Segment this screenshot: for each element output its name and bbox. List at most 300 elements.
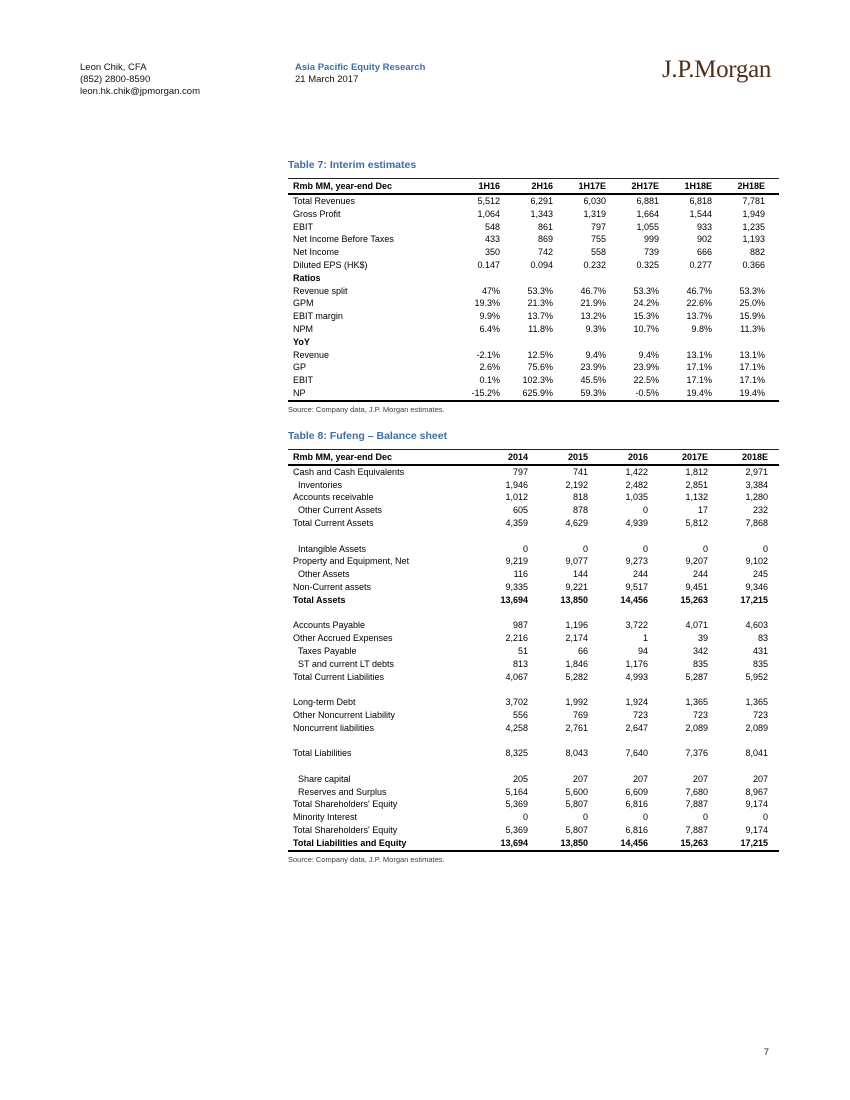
cell-value xyxy=(514,336,567,349)
cell-value: 9,207 xyxy=(685,556,708,567)
cell-value: 53.3% xyxy=(739,285,765,296)
cell-value xyxy=(620,336,673,349)
cell-value: 59.3% xyxy=(567,387,620,401)
row-label: Taxes Payable xyxy=(298,645,357,656)
cell-value: 2,971 xyxy=(745,466,768,477)
cell-value: 0.1% xyxy=(479,375,500,386)
table-row xyxy=(288,722,779,735)
row-label: Total Revenues xyxy=(293,196,356,206)
cell-value: 350 xyxy=(484,247,500,258)
cell-value: 25.0% xyxy=(739,298,765,309)
cell-value: 17 xyxy=(697,505,708,516)
cell-value: 1,280 xyxy=(745,492,768,503)
table-row xyxy=(288,811,779,824)
table-row xyxy=(288,581,779,594)
cell-value: 0 xyxy=(642,812,648,823)
table-row xyxy=(288,773,779,786)
cell-value: 723 xyxy=(692,709,708,720)
balance-sheet-section xyxy=(288,430,779,865)
cell-value: 94 xyxy=(637,645,648,656)
row-label: Share capital xyxy=(298,773,351,784)
cell-value: 13.1% xyxy=(686,349,712,360)
cell-value: 1,846 xyxy=(565,658,588,669)
cell-value: 1 xyxy=(642,633,648,644)
row-label: Other Current Assets xyxy=(298,505,383,516)
cell-value: 9,219 xyxy=(505,556,528,567)
row-label: Net Income xyxy=(293,247,340,258)
cell-value: 6,609 xyxy=(625,786,648,797)
cell-value: 556 xyxy=(512,709,528,720)
cell-value: 4,067 xyxy=(505,671,528,682)
cell-value: 5,812 xyxy=(685,517,708,528)
cell-value: 15,263 xyxy=(659,837,719,851)
cell-value: 75.6% xyxy=(527,362,553,373)
cell-value: 19.3% xyxy=(474,298,500,309)
cell-value: 0 xyxy=(522,812,528,823)
table-row xyxy=(288,619,779,632)
row-label: Accounts Payable xyxy=(293,620,366,631)
column-header: 2015 xyxy=(539,449,599,465)
cell-value: 9,517 xyxy=(625,581,648,592)
cell-value: 2,647 xyxy=(625,722,648,733)
column-header: 1H16 xyxy=(461,179,514,195)
column-header: 2H18E xyxy=(726,179,779,195)
cell-value: 0.094 xyxy=(530,259,553,270)
cell-value: 4,603 xyxy=(745,620,768,631)
cell-value: 5,600 xyxy=(565,786,588,797)
row-label: Net Income Before Taxes xyxy=(293,234,394,245)
cell-value xyxy=(673,272,726,285)
cell-value: 431 xyxy=(752,645,768,656)
cell-value: 2,192 xyxy=(565,479,588,490)
cell-value xyxy=(726,272,779,285)
cell-value: 207 xyxy=(632,773,648,784)
table-8-title: Table 8: Fufeng – Balance sheet xyxy=(288,429,448,442)
cell-value: 7,680 xyxy=(685,786,708,797)
cell-value: 4,258 xyxy=(505,722,528,733)
table-row xyxy=(288,709,779,722)
cell-value: 83 xyxy=(757,633,768,644)
cell-value: 0.325 xyxy=(636,259,659,270)
column-header: 1H18E xyxy=(673,179,726,195)
table-row xyxy=(288,747,779,760)
cell-value: 11.3% xyxy=(740,323,765,334)
table-row xyxy=(288,645,779,658)
table-row xyxy=(288,361,779,374)
row-label: Revenue xyxy=(293,349,330,360)
cell-value: 15,263 xyxy=(680,594,708,605)
cell-value: 1,664 xyxy=(636,208,659,219)
cell-value: 1,422 xyxy=(625,466,648,477)
spacer-row xyxy=(288,530,779,543)
cell-value: 4,993 xyxy=(625,671,648,682)
cell-value: 5,807 xyxy=(565,799,588,810)
analyst-block xyxy=(80,62,200,98)
cell-value: 8,043 xyxy=(565,748,588,759)
cell-value: 9,451 xyxy=(685,581,708,592)
row-label: Revenue split xyxy=(293,285,348,296)
cell-value: 9.4% xyxy=(585,349,606,360)
cell-value: 548 xyxy=(484,221,500,232)
cell-value: 245 xyxy=(752,569,768,580)
cell-value: 625.9% xyxy=(514,387,567,401)
table-row xyxy=(288,568,779,581)
row-label: Other Assets xyxy=(298,569,350,580)
table-row xyxy=(288,233,779,246)
cell-value: 3,702 xyxy=(505,697,528,708)
cell-value: 46.7% xyxy=(580,285,606,296)
row-label: GP xyxy=(293,362,307,373)
cell-value: 22.6% xyxy=(686,298,712,309)
row-label: Total Shareholders' Equity xyxy=(293,825,398,836)
cell-value: 8,041 xyxy=(745,748,768,759)
page-number: 7 xyxy=(763,1047,769,1058)
cell-value: 999 xyxy=(643,234,659,245)
cell-value: 558 xyxy=(590,247,606,258)
cell-value: 13.7% xyxy=(686,311,712,322)
cell-value: 205 xyxy=(512,773,528,784)
cell-value xyxy=(514,272,567,285)
cell-value: 17.1% xyxy=(686,362,712,373)
analyst-email: leon.hk.chik@jpmorgan.com xyxy=(80,86,201,97)
cell-value: 6,816 xyxy=(625,825,648,836)
cell-value: -2.1% xyxy=(476,349,500,360)
row-label: Non-Current assets xyxy=(293,581,372,592)
cell-value: 3,722 xyxy=(625,620,648,631)
spacer-row xyxy=(288,683,779,696)
row-label: Other Accrued Expenses xyxy=(293,633,393,644)
table-row xyxy=(288,310,779,323)
cell-value: 19.4% xyxy=(673,387,726,401)
jpmorgan-logo: J.P.Morgan xyxy=(662,56,772,83)
cell-value: 1,012 xyxy=(505,492,528,503)
cell-value: 813 xyxy=(512,658,528,669)
table-row xyxy=(288,387,779,401)
cell-value: 53.3% xyxy=(527,285,553,296)
cell-value: 10.7% xyxy=(633,323,659,334)
table-row xyxy=(288,259,779,272)
row-label: Total Liabilities and Equity xyxy=(288,837,479,851)
column-header: Rmb MM, year-end Dec xyxy=(288,179,461,195)
cell-value: 7,781 xyxy=(742,196,765,206)
row-label: Cash and Cash Equivalents xyxy=(293,466,405,477)
cell-value: 835 xyxy=(692,658,708,669)
cell-value: 0.147 xyxy=(477,259,500,270)
table-row xyxy=(288,530,779,543)
cell-value: 797 xyxy=(512,466,528,477)
row-label: Total Current Assets xyxy=(293,517,374,528)
cell-value: 12.5% xyxy=(527,349,553,360)
cell-value: 4,071 xyxy=(685,620,708,631)
table-8-source: Source: Company data, J.P. Morgan estimates. xyxy=(288,854,445,864)
cell-value: 0 xyxy=(642,543,648,554)
cell-value: 14,456 xyxy=(599,837,659,851)
cell-value: 9,346 xyxy=(745,581,768,592)
cell-value xyxy=(567,272,620,285)
cell-value: 0 xyxy=(702,543,708,554)
cell-value xyxy=(726,336,779,349)
cell-value: 1,176 xyxy=(625,658,648,669)
cell-value: 9,174 xyxy=(745,799,768,810)
cell-value: 14,456 xyxy=(620,594,648,605)
cell-value: 1,235 xyxy=(742,221,765,232)
table-row xyxy=(288,632,779,645)
interim-estimates-table xyxy=(288,178,779,402)
row-label: EBIT margin xyxy=(293,311,343,322)
cell-value: 0.366 xyxy=(742,259,765,270)
cell-value: 1,812 xyxy=(685,466,708,477)
cell-value: 13,694 xyxy=(500,594,528,605)
cell-value: 39 xyxy=(697,633,708,644)
cell-value: 5,512 xyxy=(477,196,500,206)
cell-value: 741 xyxy=(572,466,588,477)
cell-value: 433 xyxy=(484,234,500,245)
cell-value: 0.277 xyxy=(689,259,712,270)
cell-value: 17.1% xyxy=(739,362,765,373)
cell-value: 5,282 xyxy=(565,671,588,682)
table-row xyxy=(288,349,779,362)
cell-value: 11.8% xyxy=(528,323,553,334)
cell-value: 1,196 xyxy=(565,620,588,631)
cell-value: 869 xyxy=(537,234,553,245)
cell-value: 13.1% xyxy=(739,349,765,360)
row-label: Intangible Assets xyxy=(298,543,367,554)
cell-value: 116 xyxy=(513,569,528,580)
cell-value: 45.5% xyxy=(580,375,606,386)
cell-value: 8,967 xyxy=(745,786,768,797)
cell-value: 13.2% xyxy=(580,311,606,322)
content-column xyxy=(288,159,779,865)
row-label: NP xyxy=(288,387,461,401)
table-row xyxy=(288,786,779,799)
division-title: Asia Pacific Equity Research xyxy=(295,62,426,73)
table-row xyxy=(288,323,779,336)
row-label: Other Noncurrent Liability xyxy=(293,709,396,720)
cell-value: 0 xyxy=(702,812,708,823)
cell-value: 7,376 xyxy=(685,748,708,759)
cell-value: 22.5% xyxy=(633,375,659,386)
cell-value: -15.2% xyxy=(461,387,514,401)
table-row xyxy=(288,246,779,259)
cell-value: 723 xyxy=(752,709,768,720)
row-label: EBIT xyxy=(293,221,314,232)
cell-value: 5,369 xyxy=(505,799,528,810)
table-row xyxy=(288,374,779,387)
header-row xyxy=(288,179,779,195)
cell-value: 9.8% xyxy=(691,323,712,334)
cell-value: 666 xyxy=(696,247,712,258)
table-row xyxy=(288,491,779,504)
table-row xyxy=(288,504,779,517)
cell-value: 818 xyxy=(572,492,588,503)
cell-value: 755 xyxy=(590,234,606,245)
cell-value xyxy=(567,336,620,349)
cell-value: 1,319 xyxy=(583,208,606,219)
row-label: Noncurrent liabilities xyxy=(293,722,375,733)
cell-value: 6,881 xyxy=(636,196,659,206)
cell-value: 6.4% xyxy=(479,323,500,334)
cell-value: 9.3% xyxy=(585,323,606,334)
table-row xyxy=(288,607,779,620)
cell-value: 9.4% xyxy=(638,349,659,360)
cell-value: 882 xyxy=(749,247,765,258)
table-row xyxy=(288,594,779,607)
row-label: YoY xyxy=(293,336,310,347)
cell-value: 1,365 xyxy=(685,697,708,708)
table-row xyxy=(288,272,779,285)
table-row xyxy=(288,543,779,556)
cell-value: 7,887 xyxy=(685,825,708,836)
row-label: NPM xyxy=(293,323,313,334)
cell-value xyxy=(673,336,726,349)
table-row xyxy=(288,517,779,530)
cell-value: 4,359 xyxy=(505,517,528,528)
cell-value: 144 xyxy=(572,569,588,580)
cell-value: 9,273 xyxy=(625,556,648,567)
cell-value: 5,164 xyxy=(505,786,528,797)
interim-estimates-section xyxy=(288,159,779,415)
cell-value: 2,761 xyxy=(565,722,588,733)
cell-value: 1,924 xyxy=(625,697,648,708)
cell-value: 17.1% xyxy=(739,375,765,386)
cell-value: 5,952 xyxy=(745,671,768,682)
row-label: Ratios xyxy=(293,272,321,283)
spacer-row xyxy=(288,760,779,773)
cell-value: 835 xyxy=(752,658,768,669)
cell-value: 7,887 xyxy=(685,799,708,810)
cell-value: -0.5% xyxy=(620,387,673,401)
cell-value: 9,335 xyxy=(505,581,528,592)
column-header: Rmb MM, year-end Dec xyxy=(288,449,479,465)
row-label: Minority Interest xyxy=(293,812,358,823)
cell-value: 0 xyxy=(582,812,588,823)
cell-value: 2,089 xyxy=(745,722,768,733)
cell-value: 9.9% xyxy=(479,311,500,322)
table-row xyxy=(288,297,779,310)
cell-value: 739 xyxy=(643,247,659,258)
cell-value: 21.9% xyxy=(580,298,606,309)
cell-value: 207 xyxy=(692,773,708,784)
cell-value: 3,384 xyxy=(745,479,768,490)
cell-value: 797 xyxy=(590,221,606,232)
spacer-row xyxy=(288,607,779,620)
cell-value: 7,868 xyxy=(745,517,768,528)
cell-value: 17,215 xyxy=(740,594,768,605)
cell-value: 244 xyxy=(692,569,708,580)
cell-value: 53.3% xyxy=(633,285,659,296)
column-header: 2018E xyxy=(719,449,779,465)
table-row xyxy=(288,683,779,696)
table-row xyxy=(288,760,779,773)
cell-value: 9,102 xyxy=(745,556,768,567)
cell-value: 1,365 xyxy=(745,697,768,708)
cell-value: 1,064 xyxy=(477,208,500,219)
cell-value: 23.9% xyxy=(580,362,606,373)
column-header: 2016 xyxy=(599,449,659,465)
table-row xyxy=(288,798,779,811)
cell-value: 1,193 xyxy=(742,234,765,245)
cell-value: 0 xyxy=(762,543,768,554)
table-row xyxy=(288,465,779,479)
cell-value: 0 xyxy=(642,505,648,516)
table-7-source: Source: Company data, J.P. Morgan estimates. xyxy=(288,404,445,414)
cell-value: 342 xyxy=(692,645,708,656)
row-label: Gross Profit xyxy=(293,208,341,219)
cell-value: 5,369 xyxy=(505,825,528,836)
cell-value: 207 xyxy=(752,773,768,784)
row-label: Diluted EPS (HK$) xyxy=(293,259,368,270)
row-label: EBIT xyxy=(293,375,314,386)
cell-value: 66 xyxy=(577,645,588,656)
cell-value: 1,132 xyxy=(685,492,708,503)
cell-value: 2,851 xyxy=(685,479,708,490)
row-label: Property and Equipment, Net xyxy=(293,556,410,567)
cell-value: 742 xyxy=(537,247,553,258)
cell-value: 861 xyxy=(537,221,553,232)
cell-value: 933 xyxy=(696,221,712,232)
table-row xyxy=(288,285,779,298)
cell-value: 2,089 xyxy=(685,722,708,733)
table-row xyxy=(288,336,779,349)
column-header: 1H17E xyxy=(567,179,620,195)
table-row xyxy=(288,194,779,208)
cell-value xyxy=(461,336,514,349)
cell-value: 13,850 xyxy=(539,837,599,851)
report-date: 21 March 2017 xyxy=(295,74,359,85)
table-row xyxy=(288,837,779,851)
cell-value: 2.6% xyxy=(479,362,500,373)
cell-value: 9,174 xyxy=(745,825,768,836)
analyst-phone: (852) 2800-8590 xyxy=(80,74,151,85)
row-label: Accounts receivable xyxy=(293,492,374,503)
column-header: 2017E xyxy=(659,449,719,465)
cell-value: 723 xyxy=(632,709,648,720)
cell-value: 9,221 xyxy=(565,581,588,592)
cell-value: 987 xyxy=(512,620,528,631)
table-row xyxy=(288,658,779,671)
table-row xyxy=(288,208,779,221)
cell-value: 5,807 xyxy=(565,825,588,836)
cell-value: 21.3% xyxy=(527,298,553,309)
cell-value: 0 xyxy=(582,543,588,554)
cell-value: 902 xyxy=(696,234,712,245)
cell-value: 17.1% xyxy=(686,375,712,386)
cell-value: 0 xyxy=(762,812,768,823)
cell-value: 6,818 xyxy=(689,196,712,206)
cell-value: 4,629 xyxy=(565,517,588,528)
table-row xyxy=(288,221,779,234)
row-label: Reserves and Surplus xyxy=(298,786,387,797)
cell-value: 9,077 xyxy=(565,556,588,567)
cell-value: 1,544 xyxy=(689,208,712,219)
cell-value: 1,949 xyxy=(742,208,765,219)
division-block xyxy=(295,62,425,86)
cell-value: 769 xyxy=(572,709,588,720)
cell-value xyxy=(620,272,673,285)
row-label: Long-term Debt xyxy=(293,697,356,708)
cell-value: 102.3% xyxy=(522,375,553,386)
cell-value: 13.7% xyxy=(527,311,553,322)
column-header: 2H17E xyxy=(620,179,673,195)
cell-value: 2,482 xyxy=(625,479,648,490)
table-row xyxy=(288,824,779,837)
cell-value: 1,992 xyxy=(565,697,588,708)
cell-value: 1,946 xyxy=(505,479,528,490)
cell-value: 13,850 xyxy=(560,594,588,605)
cell-value: 5,287 xyxy=(685,671,708,682)
cell-value: 51 xyxy=(517,645,528,656)
cell-value: 4,939 xyxy=(625,517,648,528)
